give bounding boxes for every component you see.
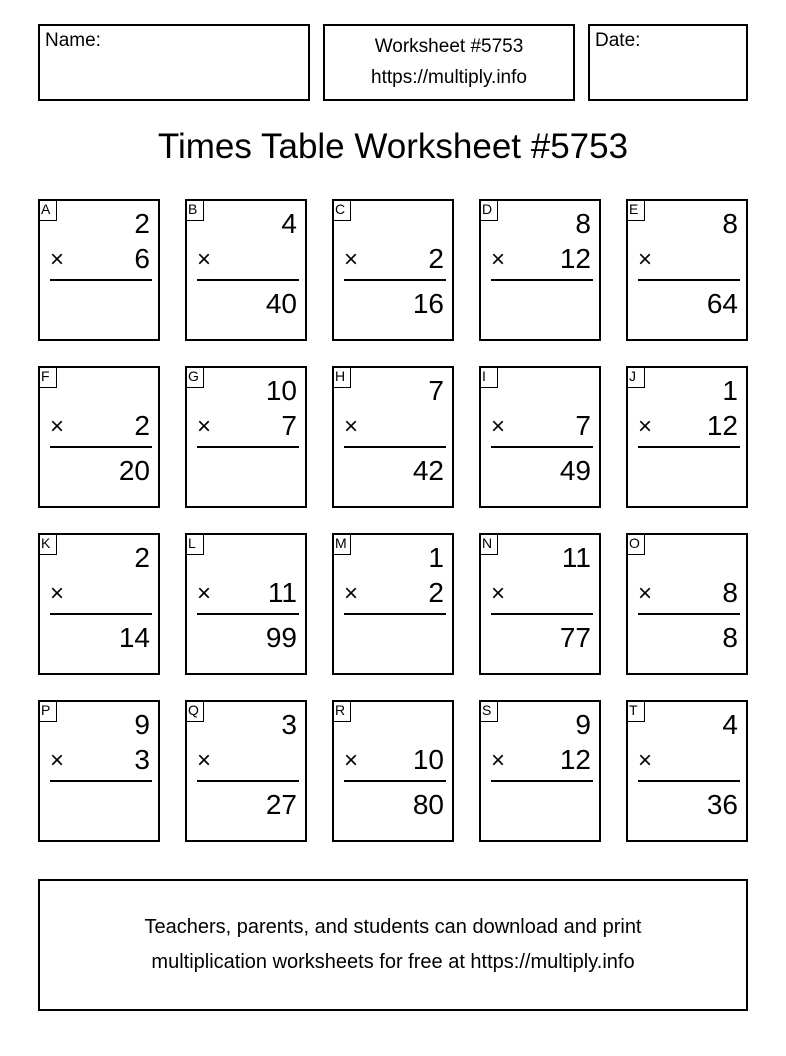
answer-line bbox=[638, 613, 740, 615]
answer-line bbox=[491, 613, 593, 615]
problem-box bbox=[626, 199, 748, 341]
problem-box bbox=[332, 700, 454, 842]
answer-value: 27 bbox=[265, 789, 297, 820]
top-number: 3 bbox=[281, 709, 297, 740]
answer-line bbox=[638, 279, 740, 281]
answer-line bbox=[344, 279, 446, 281]
problem-letter: P bbox=[38, 700, 57, 722]
answer-line bbox=[50, 446, 152, 448]
answer-line bbox=[491, 780, 593, 782]
times-sign: × bbox=[344, 580, 359, 607]
times-sign: × bbox=[344, 413, 359, 440]
problem-letter: K bbox=[38, 533, 57, 555]
times-sign: × bbox=[50, 580, 65, 607]
top-number: 8 bbox=[575, 208, 591, 239]
bottom-number: 12 bbox=[559, 744, 591, 775]
footer-box bbox=[38, 879, 748, 1011]
problem-letter: J bbox=[626, 366, 645, 388]
date-label: Date: bbox=[595, 30, 641, 51]
bottom-number: 2 bbox=[134, 410, 150, 441]
bottom-number: 8 bbox=[722, 577, 738, 608]
answer-line bbox=[197, 279, 299, 281]
problem-letter: G bbox=[185, 366, 204, 388]
times-sign: × bbox=[344, 246, 359, 273]
page-title: Times Table Worksheet #5753 bbox=[157, 127, 629, 166]
problem-letter: I bbox=[479, 366, 498, 388]
times-sign: × bbox=[197, 747, 212, 774]
top-number: 2 bbox=[134, 542, 150, 573]
answer-value: 8 bbox=[722, 622, 738, 653]
times-sign: × bbox=[491, 747, 506, 774]
problem-letter: S bbox=[479, 700, 498, 722]
problem-box bbox=[38, 700, 160, 842]
times-sign: × bbox=[491, 580, 506, 607]
worksheet-number: Worksheet #5753 bbox=[374, 36, 524, 57]
times-sign: × bbox=[197, 413, 212, 440]
problem-letter: A bbox=[38, 199, 57, 221]
top-number: 9 bbox=[134, 709, 150, 740]
worksheet-info-box bbox=[323, 24, 575, 101]
top-number: 1 bbox=[428, 542, 444, 573]
times-sign: × bbox=[638, 413, 653, 440]
answer-line bbox=[638, 446, 740, 448]
top-number: 4 bbox=[281, 208, 297, 239]
problem-letter: R bbox=[332, 700, 351, 722]
problem-box bbox=[185, 366, 307, 508]
answer-line bbox=[491, 279, 593, 281]
answer-line bbox=[197, 780, 299, 782]
problem-box bbox=[479, 533, 601, 675]
problem-box bbox=[185, 199, 307, 341]
times-sign: × bbox=[491, 413, 506, 440]
times-sign: × bbox=[197, 580, 212, 607]
answer-value: 14 bbox=[118, 622, 150, 653]
problem-box bbox=[626, 700, 748, 842]
problem-letter: M bbox=[332, 533, 351, 555]
problem-box bbox=[38, 533, 160, 675]
problem-box bbox=[185, 533, 307, 675]
answer-line bbox=[50, 279, 152, 281]
name-box[interactable] bbox=[38, 24, 310, 101]
problem-box bbox=[626, 366, 748, 508]
top-number: 7 bbox=[428, 375, 444, 406]
answer-line bbox=[197, 446, 299, 448]
times-sign: × bbox=[50, 747, 65, 774]
problem-box bbox=[626, 533, 748, 675]
top-number: 4 bbox=[722, 709, 738, 740]
bottom-number: 7 bbox=[575, 410, 591, 441]
problem-letter: O bbox=[626, 533, 645, 555]
top-number: 10 bbox=[265, 375, 297, 406]
answer-line bbox=[344, 446, 446, 448]
answer-value: 20 bbox=[118, 455, 150, 486]
problem-box bbox=[479, 366, 601, 508]
problem-letter: T bbox=[626, 700, 645, 722]
problem-box bbox=[479, 700, 601, 842]
answer-line bbox=[50, 613, 152, 615]
times-sign: × bbox=[491, 246, 506, 273]
name-label: Name: bbox=[45, 30, 101, 51]
answer-line bbox=[491, 446, 593, 448]
footer-line-2: multiplication worksheets for free at https://multiply.info bbox=[151, 951, 635, 973]
top-number: 9 bbox=[575, 709, 591, 740]
problem-box bbox=[38, 199, 160, 341]
top-number: 2 bbox=[134, 208, 150, 239]
times-sign: × bbox=[50, 246, 65, 273]
answer-line bbox=[344, 780, 446, 782]
problem-letter: E bbox=[626, 199, 645, 221]
worksheet-url: https://multiply.info bbox=[371, 67, 527, 88]
answer-value: 16 bbox=[412, 288, 444, 319]
footer-line-1: Teachers, parents, and students can download and print bbox=[144, 916, 642, 938]
problem-box bbox=[479, 199, 601, 341]
answer-line bbox=[197, 613, 299, 615]
answer-value: 36 bbox=[706, 789, 738, 820]
bottom-number: 3 bbox=[134, 744, 150, 775]
answer-value: 64 bbox=[706, 288, 738, 319]
problem-letter: N bbox=[479, 533, 498, 555]
problem-letter: Q bbox=[185, 700, 204, 722]
problem-box bbox=[332, 366, 454, 508]
bottom-number: 6 bbox=[134, 243, 150, 274]
date-box[interactable] bbox=[588, 24, 748, 101]
answer-value: 99 bbox=[265, 622, 297, 653]
times-sign: × bbox=[638, 747, 653, 774]
bottom-number: 12 bbox=[559, 243, 591, 274]
answer-value: 80 bbox=[412, 789, 444, 820]
answer-line bbox=[50, 780, 152, 782]
bottom-number: 11 bbox=[267, 577, 297, 608]
times-sign: × bbox=[197, 246, 212, 273]
problem-letter: L bbox=[185, 533, 204, 555]
problem-letter: F bbox=[38, 366, 57, 388]
top-number: 1 bbox=[722, 375, 738, 406]
bottom-number: 12 bbox=[706, 410, 738, 441]
problem-letter: D bbox=[479, 199, 498, 221]
times-sign: × bbox=[638, 580, 653, 607]
problem-box bbox=[332, 199, 454, 341]
answer-value: 42 bbox=[412, 455, 444, 486]
problem-letter: H bbox=[332, 366, 351, 388]
bottom-number: 7 bbox=[281, 410, 297, 441]
answer-line bbox=[638, 780, 740, 782]
answer-value: 77 bbox=[559, 622, 591, 653]
answer-value: 40 bbox=[265, 288, 297, 319]
times-sign: × bbox=[638, 246, 653, 273]
problem-letter: B bbox=[185, 199, 204, 221]
bottom-number: 2 bbox=[428, 577, 444, 608]
answer-value: 49 bbox=[559, 455, 591, 486]
problem-box bbox=[185, 700, 307, 842]
problem-box bbox=[38, 366, 160, 508]
top-number: 8 bbox=[722, 208, 738, 239]
bottom-number: 10 bbox=[412, 744, 444, 775]
times-sign: × bbox=[344, 747, 359, 774]
top-number: 11 bbox=[561, 542, 591, 573]
times-sign: × bbox=[50, 413, 65, 440]
bottom-number: 2 bbox=[428, 243, 444, 274]
problem-letter: C bbox=[332, 199, 351, 221]
problem-box bbox=[332, 533, 454, 675]
answer-line bbox=[344, 613, 446, 615]
